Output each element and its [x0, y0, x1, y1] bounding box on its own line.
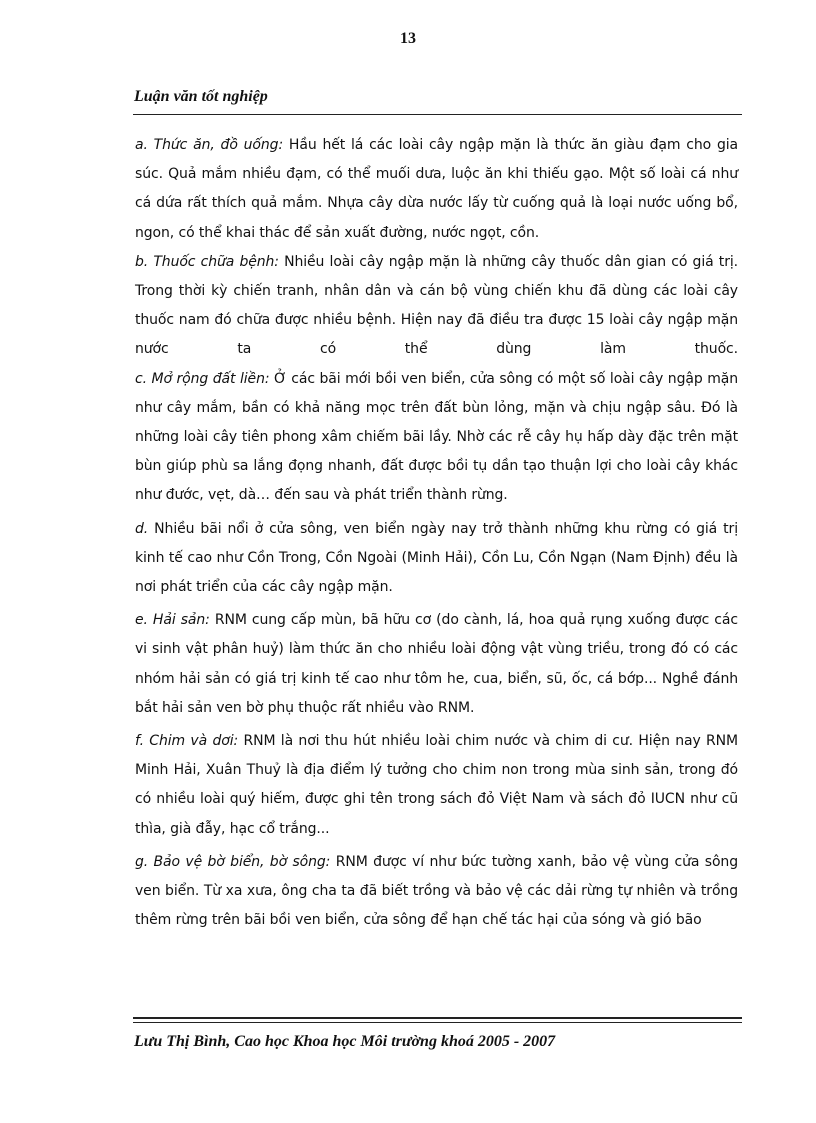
- header-divider: [133, 114, 742, 115]
- section-e-text: RNM cung cấp mùn, bã hữu cơ (do cành, lá, hoa quả rụng xuống được các vi sinh vật phân huỷ) làm thức ăn cho nhiều loài động vật vùng triều, trong đó có các nhóm hải sản có giá trị kinh tế cao như tôm he, cua, biển, sũ, ốc, cá bớp... Nghề đánh bắt hải sản ven bờ phụ thuộc rất nhiều vào RNM.: [135, 612, 738, 716]
- section-a: [135, 131, 738, 248]
- section-g: [135, 848, 738, 936]
- section-e-heading: e. Hải sản:: [135, 612, 210, 629]
- section-a-text: Hầu hết lá các loài cây ngập mặn là thức ăn giàu đạm cho gia súc. Quả mắm nhiều đạm, có thể muối dưa, luộc ăn khi thiếu gạo. Một số loài cá như cá dứa rất thích quả mắm. Nhựa cây dừa nước lấy từ cuống quả là loại nước uống bổ, ngon, có thể khai thác để sản xuất đường, nước ngọt, cồn.: [135, 137, 738, 241]
- section-b-text: Nhiều loài cây ngập mặn là những cây thuốc dân gian có giá trị. Trong thời kỳ chiến tranh, nhân dân và cán bộ vùng chiến khu đã dùng các loài cây thuốc nam đó chữa được nhiều bệnh. Hiện nay đã điều tra được 15 loài cây ngập mặn nước ta có thể dùng làm thuốc.: [135, 253, 738, 358]
- section-e: [135, 606, 738, 723]
- section-a-heading: a. Thức ăn, đồ uống:: [135, 137, 284, 153]
- section-d-heading: d.: [135, 520, 149, 537]
- section-c-heading: c. Mở rộng đất liền:: [135, 370, 270, 387]
- section-c: [135, 365, 738, 511]
- section-c-text: Ở các bãi mới bồi ven biển, cửa sông có một số loài cây ngập mặn như cây mắm, bần có khả năng mọc trên đất bùn lỏng, mặn và chịu ngập sâu. Đó là những loài cây tiên phong xâm chiếm bãi lầy. Nhờ các rễ cây hụ hấp dày đặc trên mặt bùn giúp phù sa lắng đọng nhanh, đất được bồi tụ dần tạo thuận lợi cho loài cây khác như đước, vẹt, dà… đến sau và phát triển thành rừng.: [135, 370, 738, 504]
- section-d: [135, 515, 738, 603]
- page-number: 13: [400, 30, 416, 47]
- section-g-text: RNM được ví như bức tường xanh, bảo vệ vùng cửa sông ven biển. Từ xa xưa, ông cha ta đã biết trồng và bảo vệ các dải rừng tự nhiên và trồng thêm rừng trên bãi bồi ven biển, cửa sông để hạn chế tác hại của sóng và gió bão: [135, 853, 738, 929]
- section-f: [135, 727, 738, 844]
- section-b-heading: b. Thuốc chữa bệnh:: [135, 253, 279, 270]
- section-f-text: RNM là nơi thu hút nhiều loài chim nước và chim di cư. Hiện nay RNM Minh Hải, Xuân Thuỷ là địa điểm lý tưởng cho chim non trong mùa sinh sản, trong đó có nhiều loài quý hiếm, được ghi tên trong sách đỏ Việt Nam và sách đỏ IUCN như cũ thìa, già đẫy, hạc cổ trắng...: [135, 733, 738, 837]
- section-g-heading: g. Bảo vệ bờ biển, bờ sông:: [135, 853, 331, 870]
- body-text: [135, 131, 738, 935]
- header-title: Luận văn tốt nghiệp: [134, 88, 268, 105]
- footer-divider: [133, 1017, 742, 1023]
- section-f-heading: f. Chim và dơi:: [135, 733, 239, 750]
- footer-text: Lưu Thị Bình, Cao học Khoa học Môi trường khoá 2005 - 2007: [134, 1033, 556, 1050]
- section-b: [135, 248, 738, 365]
- section-d-text: Nhiều bãi nổi ở cửa sông, ven biển ngày nay trở thành những khu rừng có giá trị kinh tế cao như Cồn Trong, Cồn Ngoài (Minh Hải), Cồn Lu, Cồn Ngạn (Nam Định) đều là nơi phát triển của các cây ngập mặn.: [135, 520, 738, 596]
